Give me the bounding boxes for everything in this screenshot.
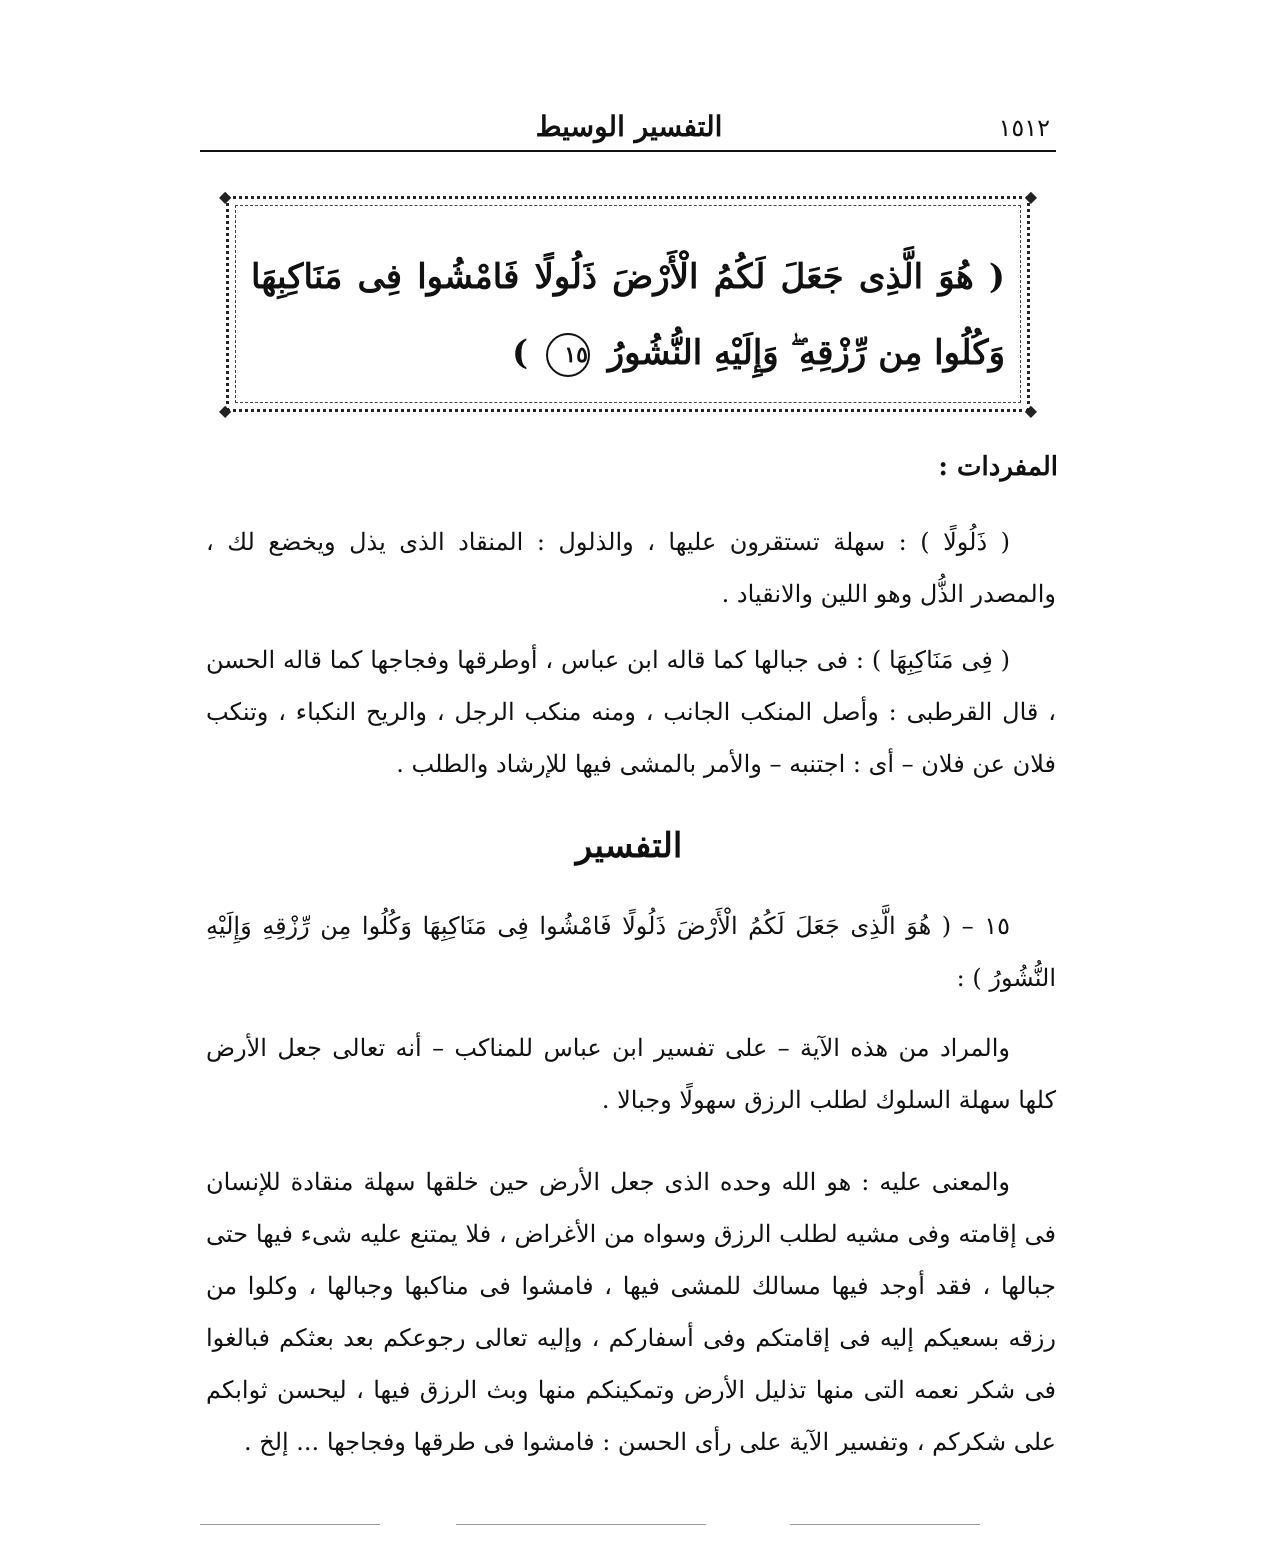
diamond-ornament-icon: ◆	[219, 401, 232, 420]
verse-frame	[219, 187, 1037, 420]
verse-closing-bracket: )	[511, 333, 529, 373]
diamond-ornament-icon: ◆	[1024, 401, 1037, 420]
page-header	[200, 104, 1058, 150]
page-number: ١٥١٢	[998, 114, 1050, 142]
tafsir-title: التفسير	[575, 826, 683, 866]
vocab-entry: ( فِى مَنَاكِبِهَا ) : فى جبالها كما قاله ابن عباس ، أوطرقها وفجاجها كما قاله الحسن ، قال القرطبى : وأصل المنكب الجانب ، ومنه منكب الرجل ، والريح النكباء ، وتنكب فلان عن فلان – أى : اجتنبه – والأمر بالمشى فيها للإرشاد والطلب .	[206, 646, 1056, 778]
header-rule	[200, 150, 1056, 152]
diamond-ornament-icon: ◆	[1024, 187, 1037, 206]
diamond-ornament-icon: ◆	[219, 187, 232, 206]
quran-verse	[251, 239, 1005, 391]
vocab-entry: ( ذَلُولًا ) : سهلة تستقرون عليها ، والذلول : المنقاد الذى يذل ويخضع لك ، والمصدر الذُّل وهو اللين والانقياد .	[206, 528, 1056, 608]
footer-rule	[456, 1524, 706, 1525]
running-title: التفسير الوسيط	[535, 110, 723, 143]
tafsir-paragraph: والمراد من هذه الآية – على تفسير ابن عباس للمناكب – أنه تعالى جعل الأرض كلها سهلة السلوك لطلب الرزق سهولًا وجبالا .	[206, 1034, 1056, 1114]
tafsir-verse-ref: ١٥ – ( هُوَ الَّذِى جَعَلَ لَكُمُ الْأَرْضَ ذَلُولًا فَامْشُوا فِى مَنَاكِبِهَا وَكُلُوا مِن رِّزْقِهِ وَإِلَيْهِ النُّشُورُ ) :	[206, 912, 1056, 992]
footer-rule	[200, 1524, 380, 1525]
verse-text: ( هُوَ الَّذِى جَعَلَ لَكُمُ الْأَرْضَ ذَلُولًا فَامْشُوا فِى مَنَاكِبِهَا وَكُلُوا مِن رِّزْقِهِ ۖ وَإِلَيْهِ النُّشُورُ	[251, 257, 1005, 373]
vocab-heading: المفردات :	[938, 452, 1058, 482]
tafsir-paragraph: والمعنى عليه : هو الله وحده الذى جعل الأرض حين خلقها سهلة منقادة للإنسان فى إقامته وفى مشيه لطلب الرزق وسواه من الأغراض ، فلا يمتنع عليه شىء فيها حتى جبالها ، فقد أوجد فيها مسالك للمشى فيها ، فامشوا فى مناكبها وجبالها ، وكلوا من رزقه بسعيكم إليه فى إقامتكم وفى أسفاركم ، وإليه تعالى رجوعكم بعد بعثكم فبالغوا فى شكر نعمه التى منها تذليل الأرض وتمكينكم منها وبث الرزق فيها ، ليحسن ثوابكم على شكركم ، وتفسير الآية على رأى الحسن : فامشوا فى طرقها وفجاجها ... إلخ .	[206, 1168, 1056, 1456]
footer-rule	[790, 1524, 980, 1525]
verse-number-marker: ١٥	[546, 333, 590, 377]
